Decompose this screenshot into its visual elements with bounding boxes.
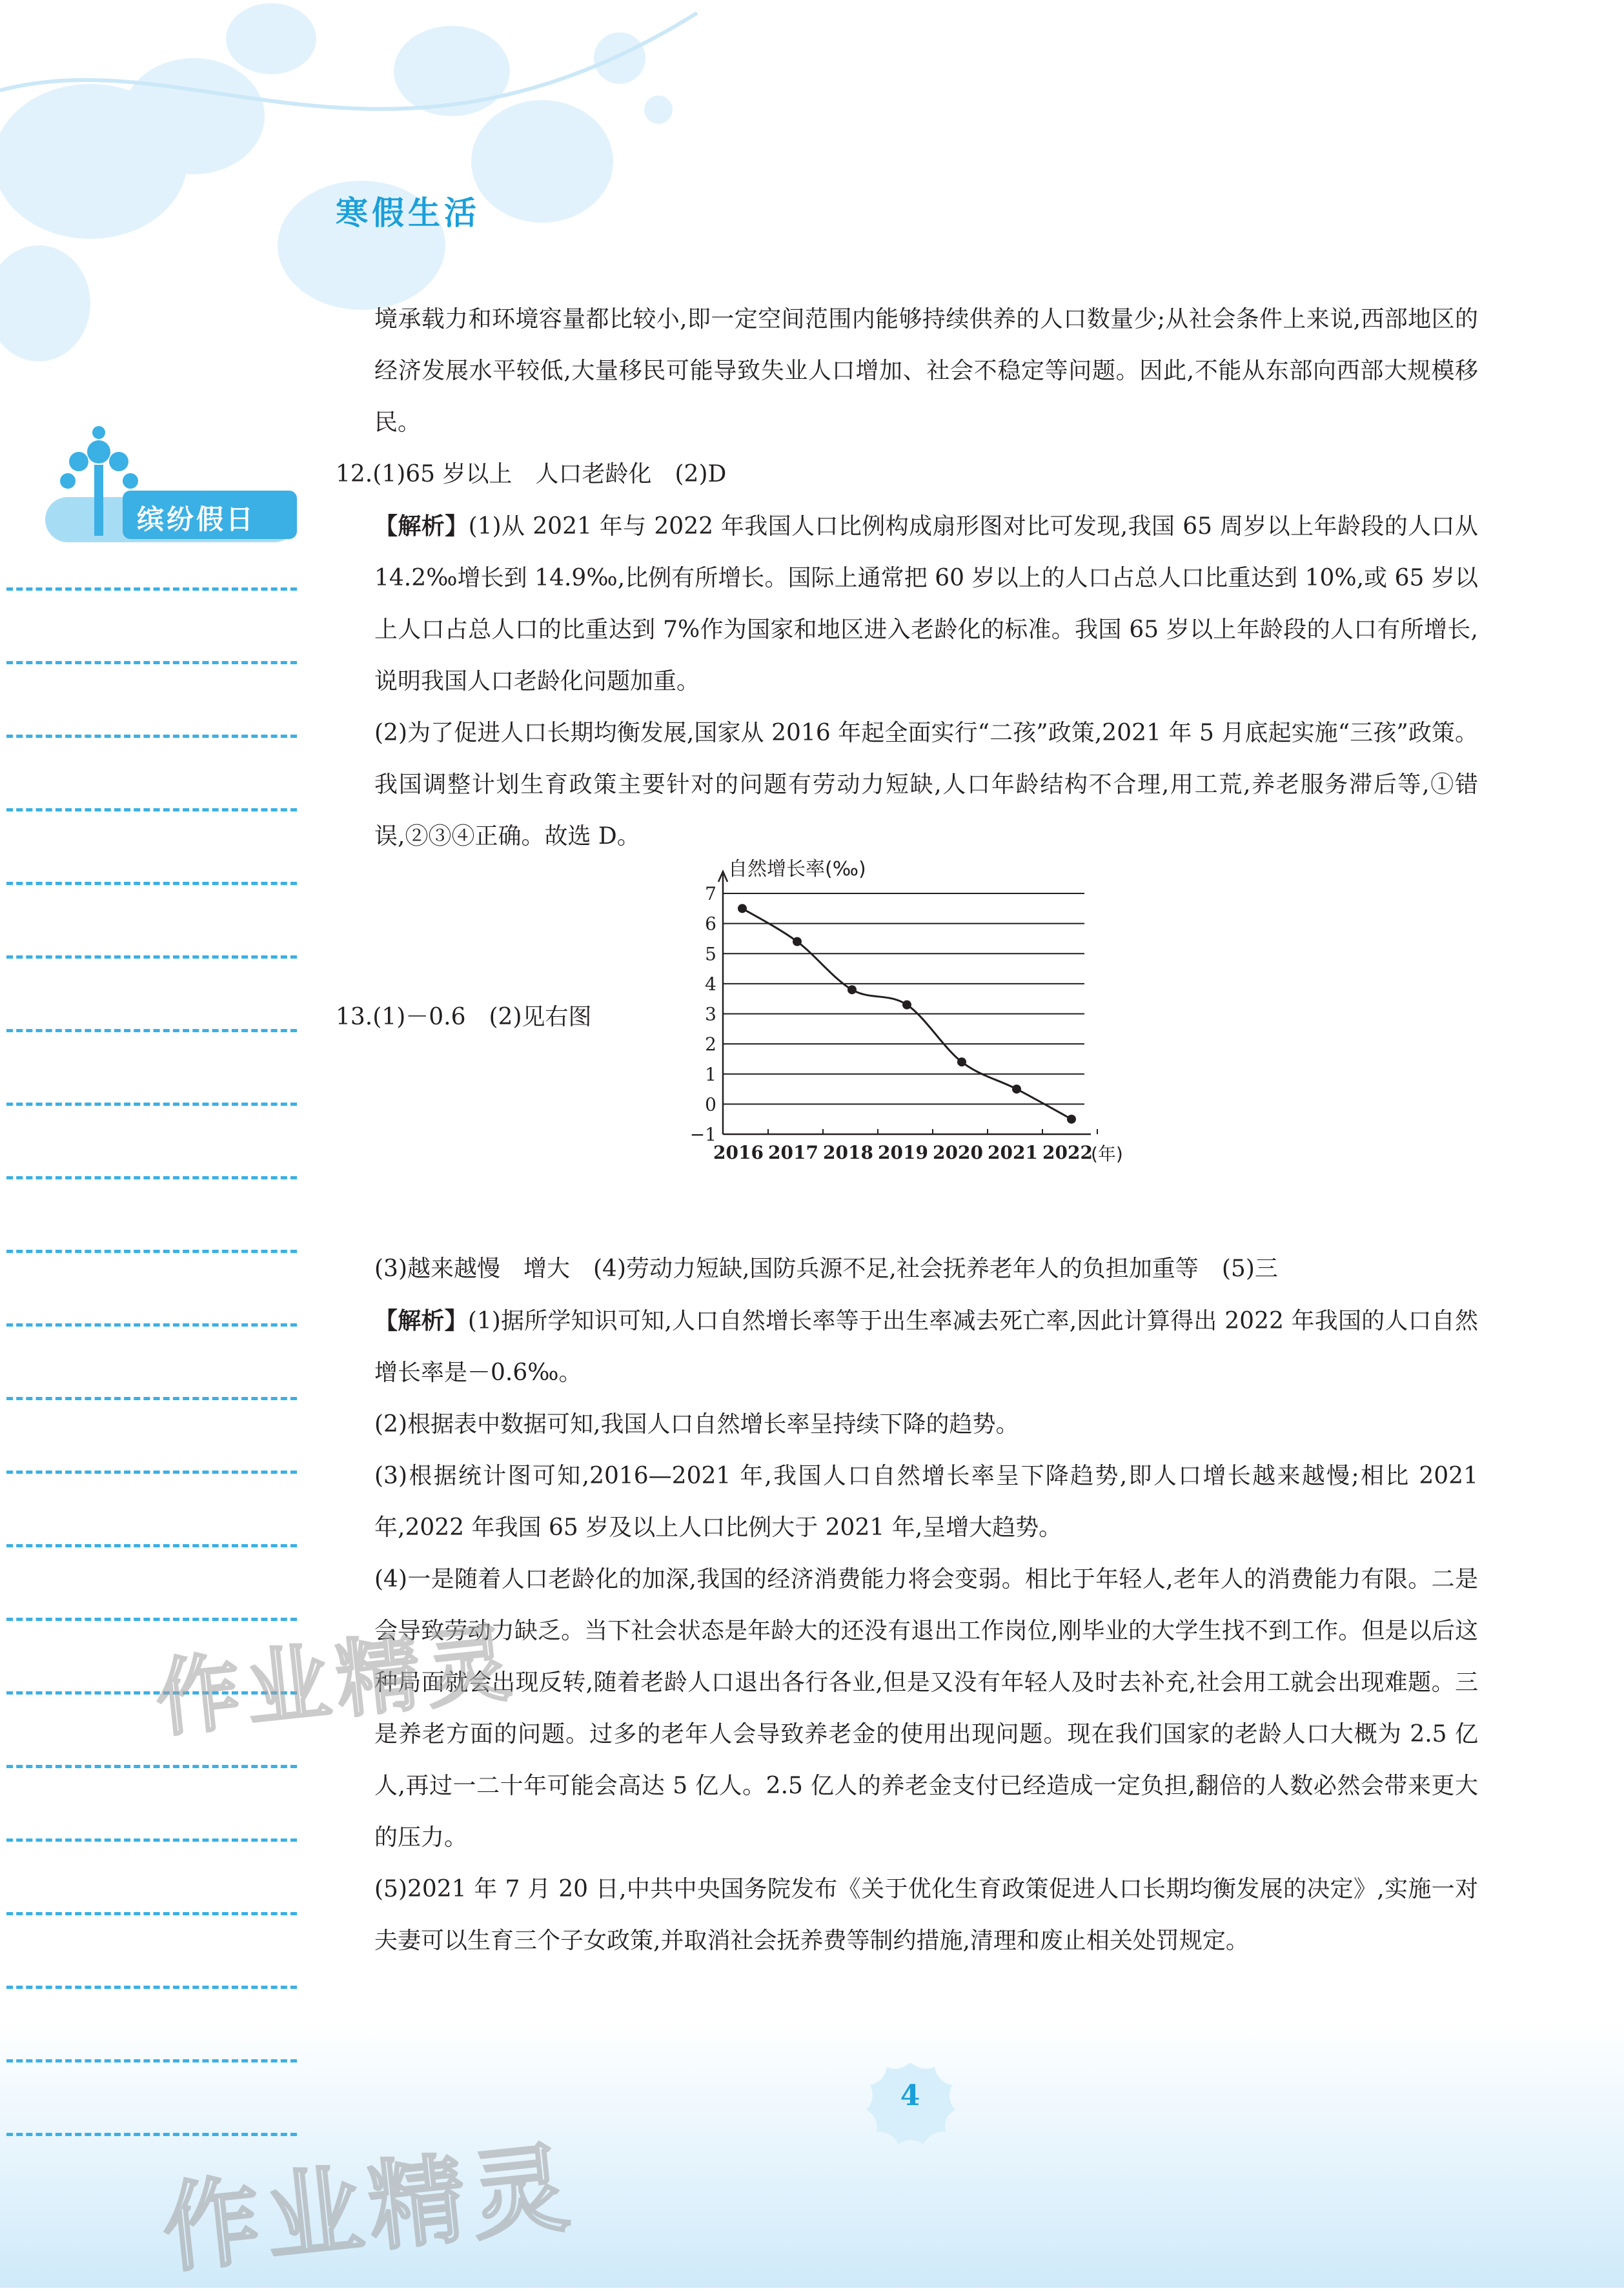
analysis-13-4: (4)一是随着人口老龄化的加深,我国的经济消费能力将会变弱。相比于年轻人,老年人的消费能力有限。二是会导致劳动力缺乏。当下社会状态是年龄大的还没有退出工作岗位,刚毕业的大学生找不到工作。但是以后这种局面就会出现反转,随着老龄人口退出各行各业,但是又没有年轻人及时去补充,社会用工就会出现难题。三是养老方面的问题。过多的老年人会导致养老金的使用出现问题。现在我们国家的老龄人口大概为 2.5 亿人,再过一二十年可能会高达 5 亿人。2.5 亿人的养老金支付已经造成一定负担,翻倍的人数必然会带来更大的压力。	[374, 1566, 1478, 1851]
y-tick-label: 4	[705, 973, 716, 995]
note-line	[0, 936, 303, 1010]
note-line	[0, 862, 303, 936]
note-line	[0, 1819, 303, 1893]
chart-ylabel: 自然增长率(‰)	[728, 858, 866, 881]
y-tick-label: 7	[705, 883, 716, 904]
x-tick-label: 2021	[988, 1142, 1038, 1163]
y-tick-label: 5	[705, 943, 716, 965]
jiexi-label: 【解析】	[374, 513, 469, 540]
paragraph-continuation: 境承载力和环境容量都比较小,即一定空间范围内能够持续供养的人口数量少;从社会条件上来说,西部地区的经济发展水平较低,大量移民可能导致失业人口增加、社会不稳定等问题。因此,不能从东部向西部大规模移民。	[374, 306, 1478, 436]
sidebar-badge-label: 缤纷假日	[137, 504, 256, 535]
note-line	[0, 1083, 303, 1157]
data-point	[957, 1057, 966, 1066]
answer-13: 13.(1)－0.6 (2)见右图	[336, 1004, 592, 1030]
analysis-13-5: (5)2021 年 7 月 20 日,中共中央国务院发布《关于优化生育政策促进人口长期均衡发展的决定》,实施一对夫妻可以生育三个子女政策,并取消社会抚养费等制约措施,清理和废止相关处罚规定。	[374, 1876, 1478, 1954]
data-point	[793, 937, 802, 946]
analysis-13-3: (3)根据统计图可知,2016—2021 年,我国人口自然增长率呈下降趋势,即人口增长越来越慢;相比 2021 年,2022 年我国 65 岁及以上人口比例大于 2021 年,呈增大趋势。	[374, 1463, 1478, 1541]
note-line	[0, 715, 303, 789]
analysis-13-1: (1)据所学知识可知,人口自然增长率等于出生率减去死亡率,因此计算得出 2022 年我国的人口自然增长率是－0.6‰。	[374, 1308, 1478, 1386]
answer-12: 12.(1)65 岁以上 人口老龄化 (2)D	[336, 461, 727, 487]
x-tick-label: 2022	[1042, 1142, 1093, 1163]
note-line	[0, 2040, 303, 2113]
note-line	[0, 1010, 303, 1083]
watermark: 作业精灵	[157, 2131, 580, 2286]
note-line	[0, 1525, 303, 1598]
chart-xlabel: (年)	[1091, 1143, 1123, 1165]
x-tick-label: 2017	[768, 1142, 818, 1163]
page-number: 4	[900, 2079, 920, 2112]
note-line	[0, 642, 303, 715]
data-point	[848, 985, 857, 994]
jiexi-label: 【解析】	[374, 1307, 468, 1334]
note-line	[0, 789, 303, 862]
data-point	[902, 1001, 911, 1010]
note-line	[0, 1893, 303, 1966]
y-tick-label: 0	[705, 1094, 716, 1115]
y-tick-label: 2	[705, 1033, 716, 1055]
note-line	[0, 1451, 303, 1525]
y-tick-label: 1	[705, 1063, 716, 1085]
x-tick-label: 2020	[933, 1142, 983, 1163]
note-line	[0, 1966, 303, 2040]
note-line	[0, 1157, 303, 1230]
analysis-12-2: (2)为了促进人口长期均衡发展,国家从 2016 年起全面实行“二孩”政策,2021 年 5 月底起实施“三孩”政策。我国调整计划生育政策主要针对的问题有劳动力短缺,人口年龄结构不合理,用工荒,养老服务滞后等,①错误,②③④正确。故选 D。	[374, 720, 1478, 850]
analysis-12-1: (1)从 2021 年与 2022 年我国人口比例构成扇形图对比可发现,我国 65 周岁以上年龄段的人口从 14.2‰增长到 14.9‰,比例有所增长。国际上通常把 60 岁以上的人口占总人口比重达到 10%,或 65 岁以上人口占总人口的比重达到 7%作为国家和地区进入老龄化的标准。我国 65 岁以上年龄段的人口有所增长,说明我国人口老龄化问题加重。	[374, 513, 1478, 695]
x-tick-label: 2018	[823, 1142, 873, 1163]
y-tick-label: 3	[705, 1003, 716, 1025]
note-line	[0, 1746, 303, 1819]
x-tick-label: 2019	[878, 1142, 928, 1163]
note-line	[0, 1304, 303, 1378]
y-tick-label: 6	[705, 913, 716, 935]
note-line	[0, 1230, 303, 1304]
data-point	[738, 904, 747, 913]
note-line	[0, 568, 303, 642]
growth-rate-chart	[689, 858, 1136, 1170]
data-point	[1012, 1084, 1021, 1094]
y-tick-label: −1	[689, 1124, 716, 1145]
answer-13-3-5: (3)越来越慢 增大 (4)劳动力短缺,国防兵源不足,社会抚养老年人的负担加重等 (5)三	[374, 1256, 1278, 1282]
data-point	[1067, 1115, 1076, 1124]
analysis-13-2: (2)根据表中数据可知,我国人口自然增长率呈持续下降的趋势。	[374, 1411, 1019, 1438]
watermark: 作业精灵	[151, 1613, 522, 1749]
x-tick-label: 2016	[713, 1142, 764, 1163]
note-line	[0, 1378, 303, 1451]
page-header-title: 寒假生活	[336, 194, 480, 232]
note-lines	[0, 568, 303, 2187]
